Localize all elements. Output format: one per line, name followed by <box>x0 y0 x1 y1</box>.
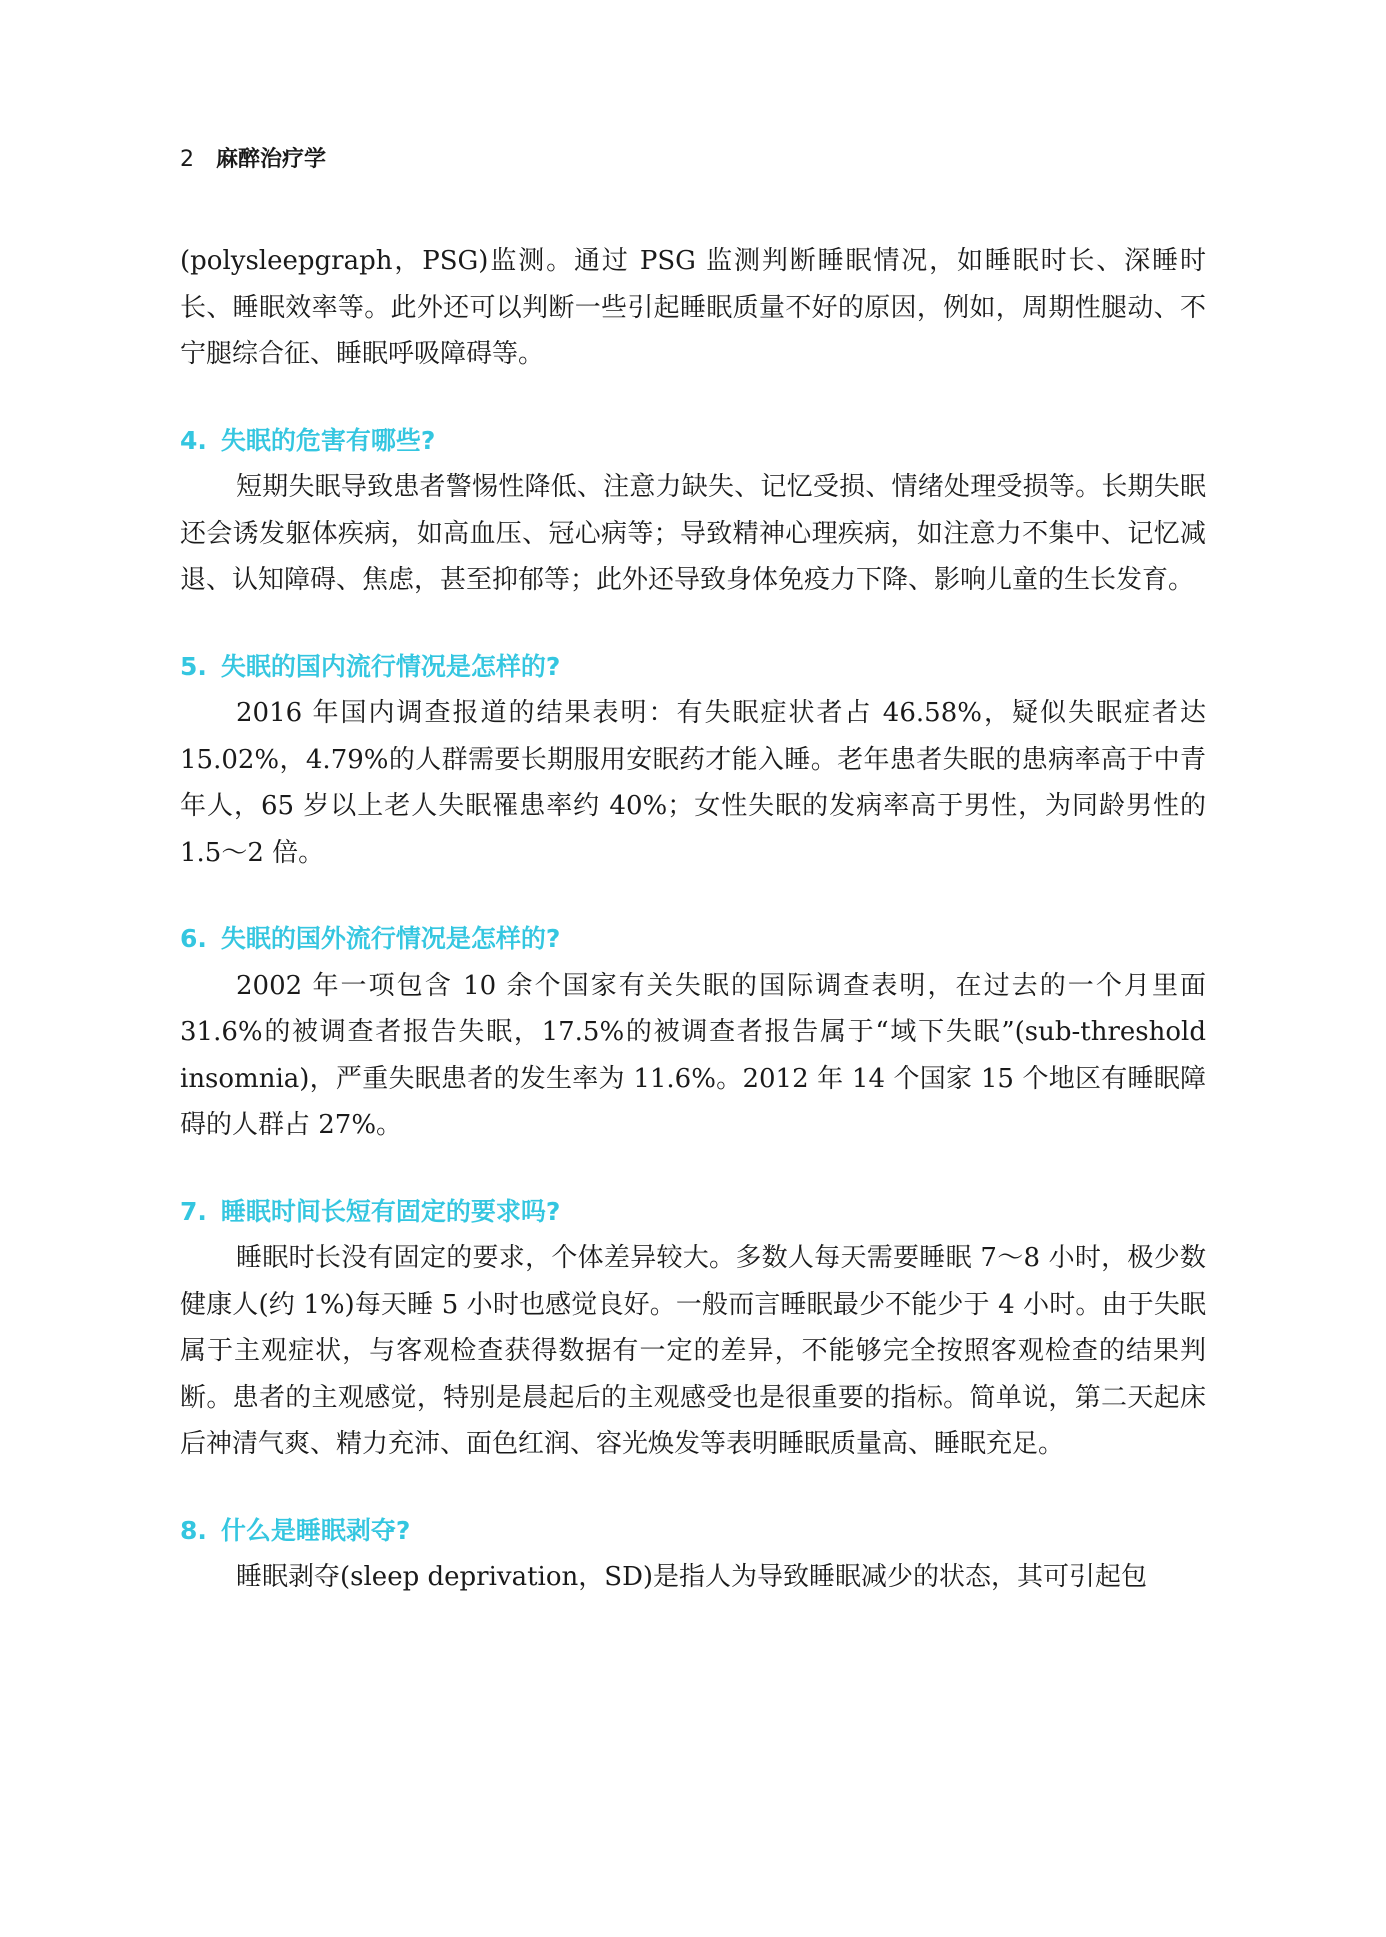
answer-paragraph-4: 短期失眠导致患者警惕性降低、注意力缺失、记忆受损、情绪处理受损等。长期失眠还会诱发躯体疾病，如高血压、冠心病等；导致精神心理疾病，如注意力不集中、记忆减退、认知障碍、焦虑，甚至抑郁等；此外还导致身体免疫力下降、影响儿童的生长发育。 <box>180 472 1206 595</box>
answer-paragraph-7: 睡眠时长没有固定的要求，个体差异较大。多数人每天需要睡眠 7～8 小时，极少数健康人(约 1%)每天睡 5 小时也感觉良好。一般而言睡眠最少不能少于 4 小时。由于失眠属于主观症状，与客观检查获得数据有一定的差异，不能够完全按照客观检查的结果判断。患者的主观感觉，特别是晨起后的主观感受也是很重要的指标。简单说，第二天起床后神清气爽、精力充沛、面色红润、容光焕发等表明睡眠质量高、睡眠充足。 <box>180 1243 1206 1459</box>
question-heading-6 <box>180 916 1206 963</box>
question-number: 6. <box>180 924 207 953</box>
question-heading-7 <box>180 1189 1206 1236</box>
question-title: 失眠的危害有哪些? <box>220 425 436 455</box>
question-title: 睡眠时间长短有固定的要求吗? <box>220 1196 561 1226</box>
question-number: 5. <box>180 651 207 681</box>
question-number: 7. <box>180 1196 207 1226</box>
page-number: 2 <box>180 147 194 172</box>
question-title: 什么是睡眠剥夺? <box>220 1515 411 1545</box>
question-heading-4 <box>180 418 1206 465</box>
page-content <box>180 238 1206 1601</box>
book-title: 麻醉治疗学 <box>216 147 327 172</box>
answer-paragraph-8: 睡眠剥夺(sleep deprivation，SD)是指人为导致睡眠减少的状态，其可引起包 <box>236 1562 1148 1592</box>
question-number: 8. <box>180 1515 207 1545</box>
answer-paragraph-6: 2002 年一项包含 10 余个国家有关失眠的国际调查表明，在过去的一个月里面 31.6%的被调查者报告失眠，17.5%的被调查者报告属于“域下失眠”(sub-threshold insomnia)，严重失眠患者的发生率为 11.6%。2012 年 14 个国家 15 个地区有睡眠障碍的人群占 27%。 <box>180 970 1206 1140</box>
running-header <box>180 142 326 173</box>
question-heading-5 <box>180 644 1206 691</box>
question-heading-8 <box>180 1508 1206 1555</box>
question-title: 失眠的国外流行情况是怎样的? <box>220 924 561 953</box>
question-number: 4. <box>180 425 207 455</box>
question-title: 失眠的国内流行情况是怎样的? <box>220 651 561 681</box>
intro-paragraph: (polysleepgraph，PSG)监测。通过 PSG 监测判断睡眠情况，如睡眠时长、深睡时长、睡眠效率等。此外还可以判断一些引起睡眠质量不好的原因，例如，周期性腿动、不宁腿综合征、睡眠呼吸障碍等。 <box>180 246 1206 369</box>
answer-paragraph-5: 2016 年国内调查报道的结果表明：有失眠症状者占 46.58%，疑似失眠症者达 15.02%，4.79%的人群需要长期服用安眠药才能入睡。老年患者失眠的患病率高于中青年人，65 岁以上老人失眠罹患率约 40%；女性失眠的发病率高于男性，为同龄男性的 1.5～2 倍。 <box>180 698 1206 868</box>
